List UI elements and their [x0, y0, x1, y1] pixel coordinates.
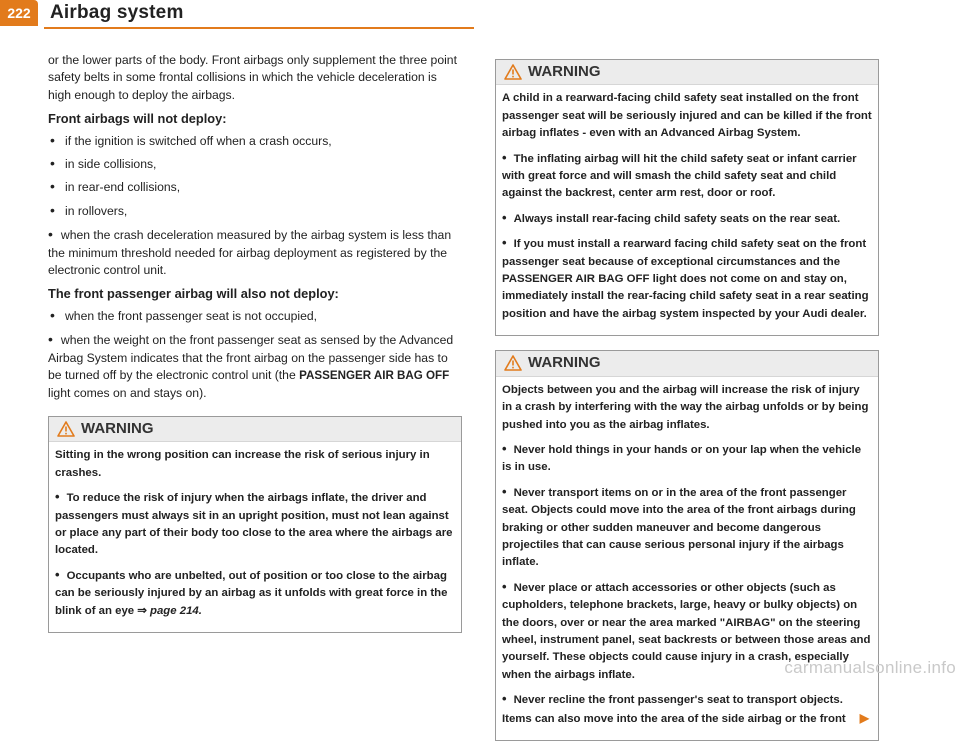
passenger-airbag-off-label: PASSENGER AIR BAG OFF	[299, 369, 450, 383]
no-deploy-list	[48, 133, 462, 280]
warning-title: WARNING	[81, 419, 154, 437]
warning-text: • To reduce the risk of injury when the airbags inflate, the driver and passengers must always sit in an upright position, must not lean against or place any part of their body too close to the area where the airbags are located.	[55, 488, 455, 560]
warning-text: • Never hold things in your hands or on your lap when the vehicle is in use.	[502, 440, 872, 477]
warning-text	[502, 690, 872, 728]
warning-text-body: Never recline the front passenger's seat to transport objects. Items can also move into the area of the side airbag or the front	[502, 694, 846, 725]
header-rule	[44, 27, 474, 29]
list-item: • if the ignition is switched off when a crash occurs,	[48, 133, 462, 150]
warning-text: Objects between you and the airbag will increase the risk of injury in a crash by interfering with the way the airbag unfolds or by being pushed into you as the airbag inflates.	[502, 383, 869, 431]
continue-arrow-icon: ▶	[859, 710, 869, 725]
warning-box-seating	[48, 416, 462, 633]
right-column	[495, 52, 879, 741]
page-title: Airbag system	[50, 2, 184, 23]
warning-box-objects	[495, 350, 879, 741]
warning-text: • Never place or attach accessories or other objects (such as cupholders, telephone brackets, large, heavy or bulky objects) on the doors, over or near the area marked "AIRBAG" on the steering wheel, instrument panel, seat backrests or between those areas and yourself. These objects could cause injury in a crash, especially when the airbags inflate.	[502, 578, 872, 684]
warning-box-child-seat	[495, 59, 879, 336]
list-item: • in rear-end collisions,	[48, 179, 462, 196]
warning-header	[49, 417, 461, 442]
list-item: • when the crash deceleration measured by the airbag system is less than the minimum threshold needed for airbag deployment as registered by the electronic control unit.	[48, 226, 462, 279]
warning-text: • If you must install a rearward facing child safety seat on the front passenger seat because of exceptional circumstances and the PASSENGER AIR BAG OFF light does not come on and stay on, immediately install the rear-facing child safety seat in a rear seating position and have the airbag system inspected by your Audi dealer.	[502, 234, 872, 323]
watermark: carmanualsonline.info	[784, 658, 956, 677]
warning-text: A child in a rearward-facing child safety seat installed on the front passenger seat will be seriously injured and can be killed if the front airbag inflates - even with an Advanced Airbag System.	[502, 92, 872, 140]
warning-text: • Always install rear-facing child safety seats on the rear seat.	[502, 209, 872, 228]
warning-triangle-icon	[57, 421, 75, 437]
warning-text: • Never transport items on or in the area of the front passenger seat. Objects could move into the area of the front airbags during braking or other sudden maneuver and become dangerous projectiles that can cause serious personal injury if the airbags inflate.	[502, 483, 872, 572]
warning-header	[496, 351, 878, 376]
warning-triangle-icon	[504, 64, 522, 80]
arrow-ref-icon: ⇒	[137, 604, 147, 617]
warning-body	[496, 377, 878, 740]
page-number: 222	[0, 0, 38, 26]
warning-text: Sitting in the wrong position can increase the risk of serious injury in crashes.	[55, 449, 430, 479]
warning-header	[496, 60, 878, 85]
warning-text: • The inflating airbag will hit the child safety seat or infant carrier with great force and will smash the child safety seat and child against the backrest, center arm rest, door or roof.	[502, 149, 872, 203]
list-item-text-end: light comes on and stays on).	[48, 385, 207, 400]
warning-body	[49, 442, 461, 632]
intro-paragraph: or the lower parts of the body. Front airbags only supplement the three point safety belts in some frontal collisions in which the vehicle deceleration is high enough to deploy the airbags.	[48, 53, 457, 102]
warning-title: WARNING	[528, 63, 601, 80]
list-item: • when the front passenger seat is not occupied,	[48, 308, 462, 325]
section-heading-passenger-airbag: The front passenger airbag will also not deploy:	[48, 286, 339, 302]
warning-text	[55, 566, 455, 620]
section-heading-front-airbags: Front airbags will not deploy:	[48, 111, 227, 127]
warning-text-body: Occupants who are unbelted, out of position or too close to the airbag can be seriously injured by an airbag as it unfolds with great force in the blink of an eye	[55, 569, 448, 617]
list-item: • in side collisions,	[48, 156, 462, 173]
passenger-no-deploy-list	[48, 308, 462, 402]
page-reference-link[interactable]: page 214.	[150, 604, 202, 617]
warning-body	[496, 85, 878, 335]
left-column	[48, 52, 462, 633]
warning-title: WARNING	[528, 354, 601, 372]
list-item-text: when the weight on the front passenger seat as sensed by the Advanced Airbag System indicates that the front airbag on the passenger side has to be turned off by the electronic control unit (the	[48, 333, 454, 383]
list-item: • in rollovers,	[48, 203, 462, 220]
list-item	[48, 331, 462, 402]
warning-triangle-icon	[504, 355, 522, 371]
